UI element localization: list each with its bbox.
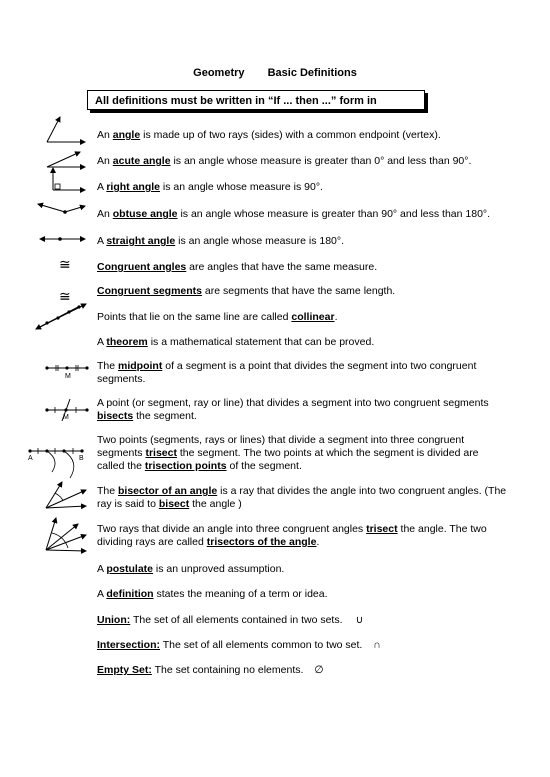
term-bisect: bisect bbox=[158, 498, 190, 510]
entry-trisect-angle: Two rays that divide an angle into three congruent angles trisect the angle. The two dividing rays are called trisectors of the angle. bbox=[97, 523, 487, 548]
term-collinear: collinear bbox=[291, 311, 335, 323]
term-trisect-angle: trisect bbox=[366, 523, 398, 535]
point-label-a: A bbox=[28, 455, 33, 462]
entry-union: Union: The set of all elements contained in two sets. ∪ bbox=[97, 614, 364, 626]
congruent-angles-symbol: ≅ bbox=[59, 256, 71, 272]
entry-trisect-segment: Two points (segments, rays or lines) that divide a segment into three congruent segments trisect the segment. The two points at which the segment is divided are called the trisection points of the segment. bbox=[97, 434, 479, 472]
term-trisectors: trisectors of the angle bbox=[206, 536, 317, 548]
term-congruent-segments: Congruent segments bbox=[97, 285, 203, 297]
entry-straight-angle: A straight angle is an angle whose measure is 180°. bbox=[97, 235, 344, 247]
term-obtuse-angle: obtuse angle bbox=[112, 208, 178, 220]
obtuse-angle-figure bbox=[38, 204, 85, 214]
term-union: Union: bbox=[97, 614, 131, 626]
angle-bisector-figure bbox=[46, 482, 86, 508]
entry-acute-angle: An acute angle is an angle whose measure is greater than 0° and less than 90°. bbox=[97, 155, 472, 167]
angle-figure bbox=[47, 117, 85, 142]
entry-right-angle: A right angle is an angle whose measure is 90°. bbox=[97, 181, 323, 193]
acute-angle-figure bbox=[47, 152, 85, 167]
entry-congruent-segments: Congruent segments are segments that have the same length. bbox=[97, 285, 396, 297]
collinear-points-figure bbox=[36, 304, 86, 329]
term-bisects: bisects bbox=[97, 410, 134, 422]
entry-postulate: A postulate is an unproved assumption. bbox=[97, 563, 285, 575]
empty-set-symbol: ∅ bbox=[314, 664, 324, 676]
term-angle-bisector: bisector of an angle bbox=[118, 485, 218, 497]
trisect-segment-figure bbox=[28, 448, 83, 478]
union-symbol: ∪ bbox=[355, 614, 364, 626]
congruent-segments-symbol: ≅ bbox=[59, 288, 71, 304]
entry-angle: An angle is made up of two rays (sides) with a common endpoint (vertex). bbox=[97, 129, 441, 141]
entry-collinear: Points that lie on the same line are called collinear. bbox=[97, 311, 338, 323]
term-acute-angle: acute angle bbox=[112, 155, 171, 167]
midpoint-figure bbox=[45, 365, 88, 371]
notice-box: All definitions must be written in “If ... then ...” form in bbox=[87, 90, 425, 110]
term-trisection-points: trisection points bbox=[144, 460, 227, 472]
term-angle: angle bbox=[112, 129, 141, 141]
intersection-symbol: ∩ bbox=[373, 639, 381, 651]
term-trisect-segment: trisect bbox=[145, 447, 177, 459]
entry-intersection: Intersection: The set of all elements common to two set. ∩ bbox=[97, 639, 381, 651]
term-definition: definition bbox=[106, 588, 154, 600]
entry-empty-set: Empty Set: The set containing no elements. ∅ bbox=[97, 664, 324, 676]
bisect-label-m: M bbox=[63, 414, 69, 421]
term-midpoint: midpoint bbox=[118, 360, 163, 372]
midpoint-label-m: M bbox=[65, 373, 71, 380]
right-angle-figure bbox=[53, 168, 85, 190]
entry-theorem: A theorem is a mathematical statement that can be proved. bbox=[97, 336, 375, 348]
subject-title: Geometry bbox=[193, 67, 245, 79]
term-postulate: postulate bbox=[106, 563, 154, 575]
term-empty-set: Empty Set: bbox=[97, 664, 152, 676]
term-straight-angle: straight angle bbox=[106, 235, 176, 247]
entry-obtuse-angle: An obtuse angle is an angle whose measure is greater than 90° and less than 180°. bbox=[97, 208, 491, 220]
term-right-angle: right angle bbox=[106, 181, 161, 193]
entry-bisects: A point (or segment, ray or line) that divides a segment into two congruent segments bisects the segment. bbox=[97, 397, 489, 422]
entry-angle-bisector: The bisector of an angle is a ray that divides the angle into two congruent angles. (The ray is said to bisect the angle ) bbox=[97, 485, 507, 510]
topic-title: Basic Definitions bbox=[267, 67, 357, 79]
point-label-b: B bbox=[79, 455, 84, 462]
straight-angle-figure bbox=[40, 237, 85, 241]
term-intersection: Intersection: bbox=[97, 639, 161, 651]
entry-congruent-angles: Congruent angles are angles that have the same measure. bbox=[97, 261, 378, 273]
term-congruent-angles: Congruent angles bbox=[97, 261, 187, 273]
term-theorem: theorem bbox=[106, 336, 148, 348]
trisect-angle-figure bbox=[46, 518, 86, 551]
entry-definition: A definition states the meaning of a term or idea. bbox=[97, 588, 328, 600]
entry-midpoint: The midpoint of a segment is a point that divides the segment into two congruent segments. bbox=[97, 360, 477, 385]
